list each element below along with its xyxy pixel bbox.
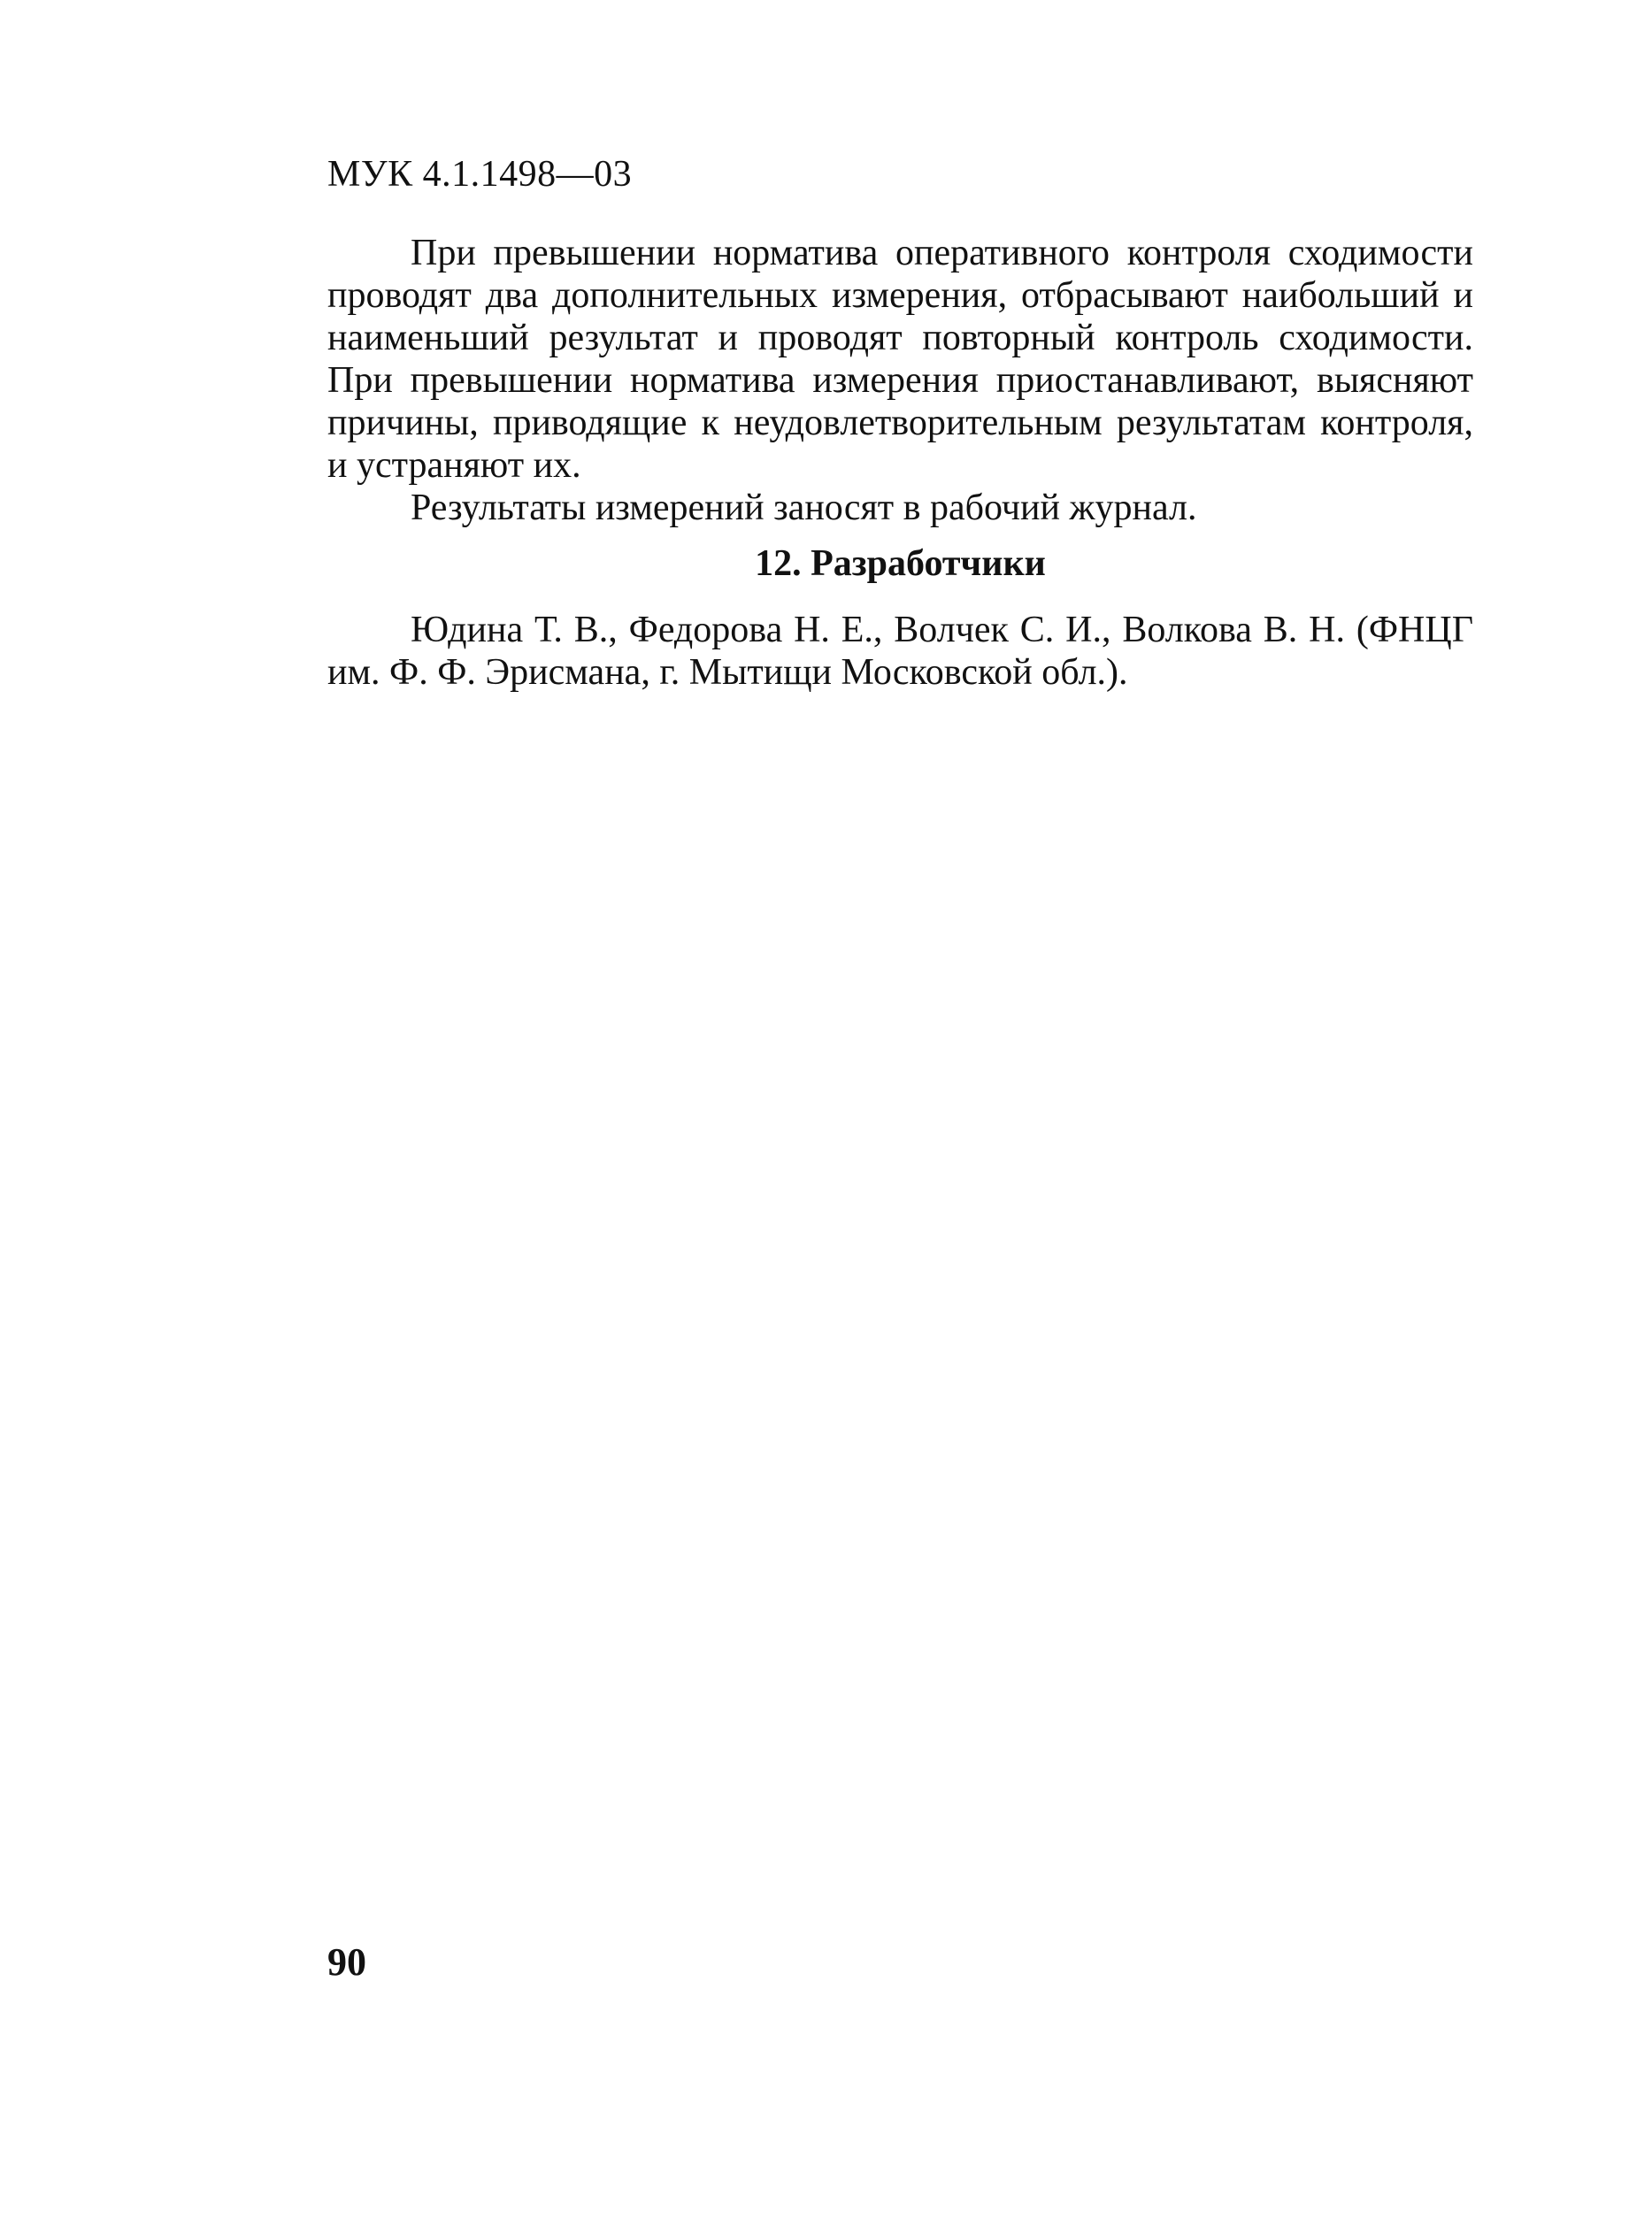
running-header: МУК 4.1.1498—03: [327, 154, 633, 195]
body-text: [327, 232, 1473, 529]
paragraph-repeatability-control: При превышении норматива оперативного контроля сходимости проводят два дополнительных измерения, отбрасывают наибольший и наименьший результат и проводят повторный контроль сходимости. При превышении норматива измерения приостанавливают, выясняют причины, приводящие к неудовлетворительным результатам контроля, и устраняют их.: [327, 233, 1473, 486]
page-number: 90: [327, 1940, 366, 1984]
developers-text: Юдина Т. В., Федорова Н. Е., Волчек С. И., Волкова В. Н. (ФНЦГ им. Ф. Ф. Эрисмана, г. Мытищи Московской обл.).: [327, 610, 1473, 693]
developers-section: [327, 609, 1473, 694]
paragraph-results-journal: Результаты измерений заносят в рабочий журнал.: [411, 488, 1197, 528]
section-title: 12. Разработчики: [755, 543, 1046, 584]
